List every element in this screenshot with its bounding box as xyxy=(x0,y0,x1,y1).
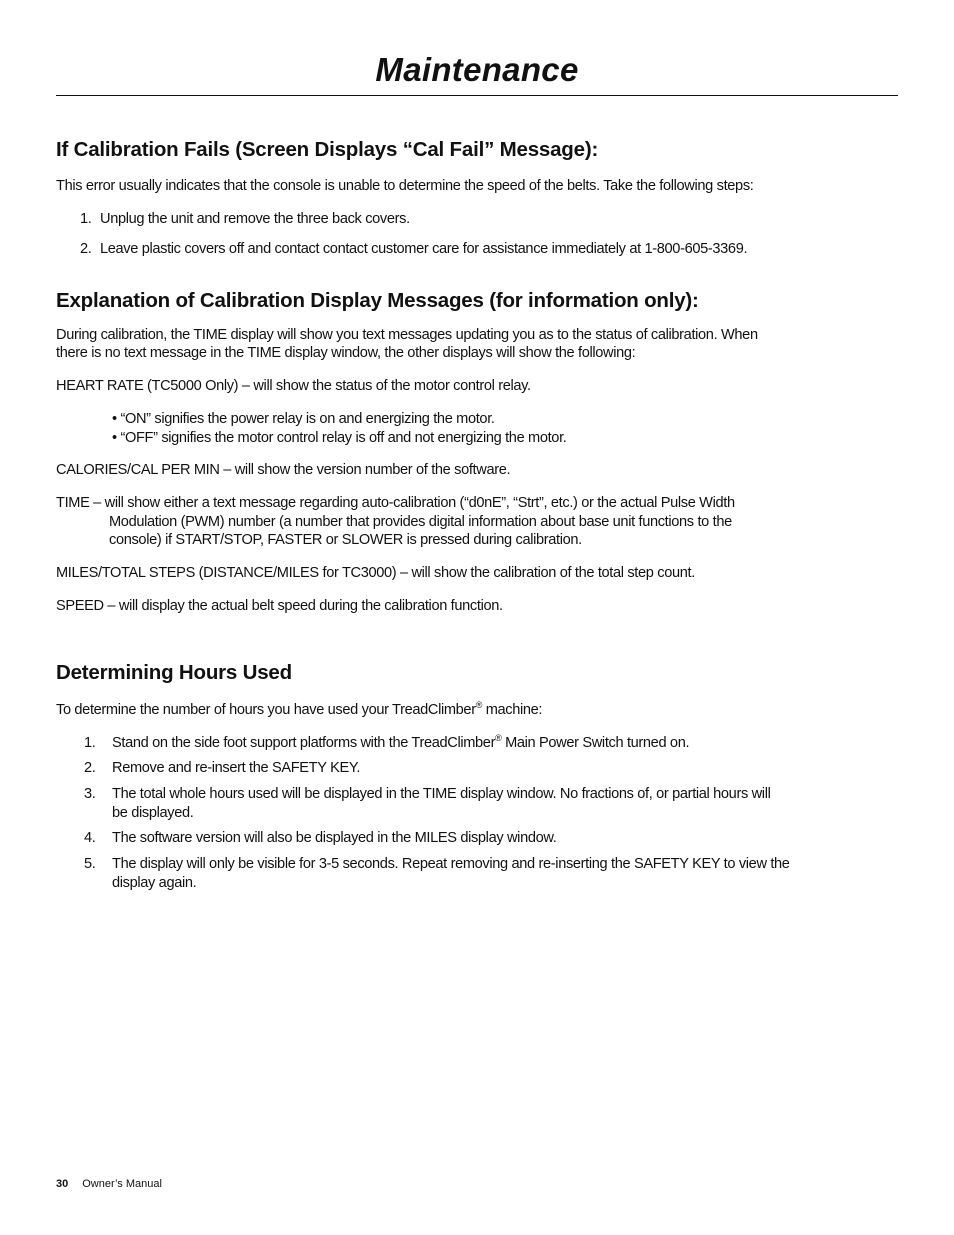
hours-step-1-text-end: Main Power Switch turned on. xyxy=(501,735,690,751)
hours-step-4-text: The software version will also be displayed in the MILES display window. xyxy=(112,830,557,846)
hours-intro-text-end: machine: xyxy=(482,702,543,718)
hours-step-1-text xyxy=(112,734,689,753)
hours-step-3-line-2: be displayed. xyxy=(112,805,194,821)
hours-step-5-line-2: display again. xyxy=(112,875,197,891)
page-number: 30 xyxy=(56,1178,69,1190)
hours-step-5-number: 5. xyxy=(84,856,96,872)
cal-fail-step-1-number: 1. xyxy=(80,211,92,227)
hours-intro-text: To determine the number of hours you have used your TreadClimber xyxy=(56,702,476,718)
cal-fail-heading: If Calibration Fails (Screen Displays “Cal Fail” Message): xyxy=(56,138,599,161)
explanation-heading: Explanation of Calibration Display Messages (for information only): xyxy=(56,289,699,312)
title-divider xyxy=(56,95,898,96)
footer-label: Owner’s Manual xyxy=(82,1178,162,1190)
cal-fail-step-1-text: Unplug the unit and remove the three back covers. xyxy=(100,211,410,227)
page-title: Maintenance xyxy=(375,51,579,88)
hours-step-3-line-1: The total whole hours used will be displayed in the TIME display window. No fractions of, or partial hours will xyxy=(112,786,771,802)
registered-mark: ® xyxy=(495,733,502,744)
hours-step-2-number: 2. xyxy=(84,760,96,776)
hours-step-1-number: 1. xyxy=(84,735,96,751)
bullet-on: • “ON” signifies the power relay is on and energizing the motor. xyxy=(112,411,495,427)
page-footer xyxy=(56,1177,162,1191)
cal-fail-step-2-text: Leave plastic covers off and contact contact customer care for assistance immediately at 1-800-605-3369. xyxy=(100,241,748,257)
time-description-line-3: console) if START/STOP, FASTER or SLOWER is pressed during calibration. xyxy=(109,532,582,548)
hours-step-3-number: 3. xyxy=(84,786,96,802)
speed-description: SPEED – will display the actual belt speed during the calibration function. xyxy=(56,598,503,614)
registered-mark: ® xyxy=(475,700,482,711)
explanation-intro-line-1: During calibration, the TIME display will show you text messages updating you as to the status of calibration. When xyxy=(56,327,758,343)
hours-step-5-line-1: The display will only be visible for 3-5 seconds. Repeat removing and re-inserting the SAFETY KEY to view the xyxy=(112,856,790,872)
time-description-line-2: Modulation (PWM) number (a number that provides digital information about base unit functions to the xyxy=(109,514,732,530)
heart-rate-description: HEART RATE (TC5000 Only) – will show the status of the motor control relay. xyxy=(56,378,531,394)
time-description-line-1: TIME – will show either a text message regarding auto-calibration (“d0nE”, “Strt”, etc.) or the actual Pulse Width xyxy=(56,495,735,511)
hours-heading: Determining Hours Used xyxy=(56,661,292,684)
cal-fail-intro: This error usually indicates that the console is unable to determine the speed of the belts. Take the following steps: xyxy=(56,178,754,194)
explanation-intro-line-2: there is no text message in the TIME display window, the other displays will show the following: xyxy=(56,345,636,361)
hours-intro xyxy=(56,701,542,720)
cal-fail-step-2-number: 2. xyxy=(80,241,92,257)
bullet-off: • “OFF” signifies the motor control relay is off and not energizing the motor. xyxy=(112,430,567,446)
hours-step-1-text-start: Stand on the side foot support platforms with the TreadClimber xyxy=(112,735,496,751)
hours-step-2-text: Remove and re-insert the SAFETY KEY. xyxy=(112,760,361,776)
calories-description: CALORIES/CAL PER MIN – will show the version number of the software. xyxy=(56,462,511,478)
hours-step-4-number: 4. xyxy=(84,830,96,846)
miles-description: MILES/TOTAL STEPS (DISTANCE/MILES for TC3000) – will show the calibration of the total step count. xyxy=(56,565,695,581)
